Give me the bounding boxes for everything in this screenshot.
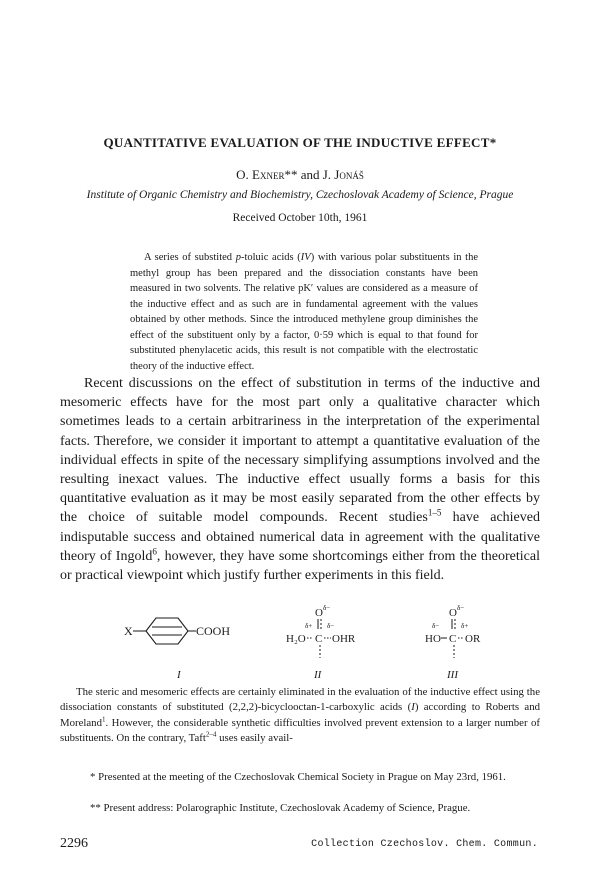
oxygen-top: O	[449, 607, 457, 619]
citation: 1	[101, 715, 106, 724]
author-2: J. Jonáš	[322, 167, 364, 182]
body-text: have achieved indisputable success and obtained numerical data in agreement with the qualitative theory of Ingold	[60, 510, 540, 564]
hydroxyl: HO	[425, 633, 441, 645]
article-title: QUANTITATIVE EVALUATION OF THE INDUCTIVE EFFECT*	[103, 135, 497, 150]
charge: δ−	[457, 604, 465, 612]
journal-name: Collection Czechoslov. Chem. Commun.	[311, 839, 538, 850]
abstract-part: A series of substited	[144, 252, 236, 263]
water: H₂O	[286, 633, 306, 645]
citation: 1–5	[427, 507, 442, 518]
abstract-italic-p: p	[235, 252, 241, 263]
structure-label-2: II	[314, 669, 322, 680]
abstract-part: -toluic acids (	[240, 252, 301, 263]
abstract-part: ) with various polar substituents in the methyl group has been prepared and the dissociation constants have been measured in two solvents. The relative pK′ values are considered as a measure of the inductive effect and as such are in fundamental agreement with the values obtained by other methods. Since the introduced methylene group diminishes the effect of the substituent only by a factor, 0·59 which is equal to that found for substituted phenylacetic acids, this result is not compatible with the electrostatic theory of the inductive effect.	[130, 252, 479, 372]
structure-1	[124, 618, 230, 680]
structure-label-1: I	[177, 669, 181, 680]
body-paragraph-1	[60, 374, 540, 585]
author-separator: and	[297, 167, 323, 182]
body-paragraph-2	[60, 685, 540, 747]
compound-ref: I	[411, 701, 415, 714]
body-text: Recent discussions on the effect of substitution in terms of the inductive and mesomeric effects have for the most part only a qualitative character which sometimes leads to a certain arbitrariness in the interpretation of the experimental facts. Therefore, we consider it important to attempt a quantitative evaluation of the individual effects in spite of the necessary simplifying assumptions involved and the resulting inexact values. The inductive effect usually forms a basis for this quantitative evaluation as it may be most easily separated from the other effects by the choice of suitable model compounds. Recent studies	[60, 376, 540, 526]
citation: 2–4	[205, 730, 217, 739]
structure-label-3: III	[447, 669, 458, 680]
body-text: , however, they have some shortcomings either from the theoretical or practical viewpoint which justify further experiments in this field.	[60, 548, 540, 584]
carbon: C	[449, 633, 457, 645]
citation: 6	[152, 546, 157, 557]
footnote-2: ** Present address: Polarographic Institute, Czechoslovak Academy of Science, Prague.	[90, 802, 471, 814]
or-group: OR	[465, 633, 481, 645]
charge: δ+	[461, 622, 469, 630]
author-1: O. Exner	[236, 167, 285, 182]
page-number: 2296	[60, 836, 88, 851]
benzene-ring	[146, 618, 188, 644]
carboxyl-group: COOH	[196, 624, 231, 638]
affiliation: Institute of Organic Chemistry and Biochemistry, Czechoslovak Academy of Science, Prague	[86, 189, 514, 201]
structure-3	[425, 604, 481, 680]
abstract-compound-ref: IV	[300, 252, 311, 263]
structure-2	[286, 604, 356, 680]
author-1-mark: **	[284, 167, 298, 182]
substituent-x: X	[124, 624, 133, 638]
received-date: Received October 10th, 1961	[232, 212, 368, 224]
chemical-structures	[0, 600, 600, 680]
charge: δ−	[327, 622, 335, 630]
body-text: uses easily avail-	[216, 732, 293, 745]
body-text: ) according to Roberts and Moreland	[60, 701, 540, 729]
charge: δ−	[432, 622, 440, 630]
body-text: The steric and mesomeric effects are certainly eliminated in the evaluation of the inductive effect using the dissociation constants of substituted (2,2,2)-bicyclooctan-1-carboxylic acids (	[60, 686, 540, 714]
abstract	[130, 250, 478, 374]
charge: δ+	[305, 622, 313, 630]
ohr-group: OHR	[332, 633, 356, 645]
footnote-1: * Presented at the meeting of the Czechoslovak Chemical Society in Prague on May 23rd, 1961.	[90, 771, 506, 783]
charge: δ−	[323, 604, 331, 612]
authors	[0, 167, 600, 183]
body-text: . However, the considerable synthetic difficulties involved prevent extension to a larger number of substituents. On the contrary, Taft	[60, 716, 540, 745]
carbon: C	[315, 633, 323, 645]
oxygen-top: O	[315, 607, 323, 619]
